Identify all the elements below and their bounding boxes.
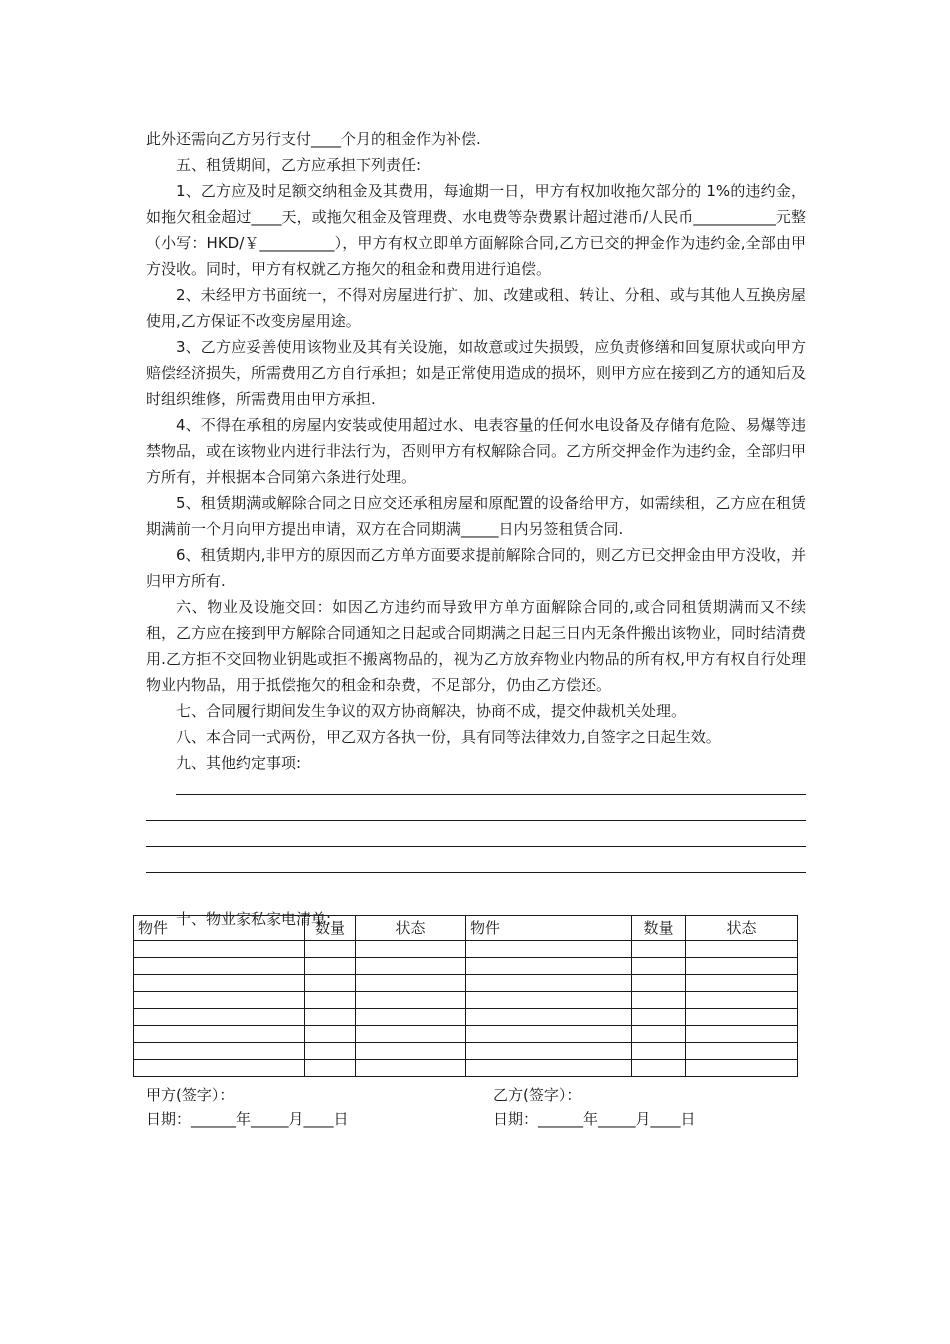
table-cell xyxy=(305,1026,356,1043)
column-header-quantity: 数量 xyxy=(632,916,686,941)
table-row xyxy=(134,1043,798,1060)
clause-5-5: 5、租赁期满或解除合同之日应交还承租房屋和原配置的设备给甲方，如需续租，乙方应在租赁期满前一个月向甲方提出申请，双方在合同期满_____日内另签租赁合同. xyxy=(146,494,806,538)
table-row xyxy=(134,1026,798,1043)
inventory-table xyxy=(133,915,798,1077)
table-cell xyxy=(305,975,356,992)
table-cell xyxy=(632,992,686,1009)
table-cell xyxy=(356,975,466,992)
table-cell xyxy=(686,1060,798,1077)
table-row xyxy=(134,1009,798,1026)
table-cell xyxy=(305,941,356,958)
paragraph-compensation: 此外还需向乙方另行支付____个月的租金作为补偿. xyxy=(146,130,481,148)
table-cell xyxy=(686,975,798,992)
section-9-heading: 九、其他约定事项: xyxy=(176,754,302,772)
table-cell xyxy=(632,1026,686,1043)
clause-5-1: 1、乙方应及时足额交纳租金及其费用，每逾期一日，甲方有权加收拖欠部分的 1%的违约金，如拖欠租金超过____天，或拖欠租金及管理费、水电费等杂费累计超过港币/人民币___________元整（小写：HKD/￥__________），甲方有权立即单方面解除合同,乙方已交的押金作为违约金,全部由甲方没收。同时，甲方有权就乙方拖欠的租金和费用进行追偿。 xyxy=(146,182,806,278)
inventory-title: 十、物业家私家电清单: xyxy=(176,910,332,928)
table-cell xyxy=(466,1009,632,1026)
table-row xyxy=(134,958,798,975)
table-cell xyxy=(134,958,305,975)
table-cell xyxy=(466,1043,632,1060)
table-cell xyxy=(134,941,305,958)
table-cell xyxy=(632,1009,686,1026)
table-cell xyxy=(632,941,686,958)
table-cell xyxy=(466,992,632,1009)
table-cell xyxy=(134,1009,305,1026)
column-header-item: 物件 xyxy=(466,916,632,941)
table-cell xyxy=(356,958,466,975)
table-cell xyxy=(305,992,356,1009)
section-5-heading: 五、租赁期间，乙方应承担下列责任: xyxy=(176,156,422,174)
blank-line xyxy=(146,854,806,880)
table-cell xyxy=(134,1060,305,1077)
table-row xyxy=(134,1060,798,1077)
table-cell xyxy=(632,1043,686,1060)
table-cell xyxy=(466,941,632,958)
blank-line xyxy=(146,776,806,802)
table-cell xyxy=(356,1009,466,1026)
table-row xyxy=(134,941,798,958)
table-cell xyxy=(305,958,356,975)
table-row xyxy=(134,975,798,992)
table-cell xyxy=(686,941,798,958)
section-6-return: 六、物业及设施交回：如因乙方违约而导致甲方单方面解除合同的,或合同租赁期满而又不续租，乙方应在接到甲方解除合同通知之日起或合同期满之日起三日内无条件搬出该物业，同时结清费用.乙方拒不交回物业钥匙或拒不搬离物品的，视为乙方放弃物业内物品的所有权,甲方有权自行处理物业内物品，用于抵偿拖欠的租金和杂费，不足部分，仍由乙方偿还。 xyxy=(146,598,807,694)
table-cell xyxy=(134,1043,305,1060)
blank-line xyxy=(146,802,806,828)
clause-5-3: 3、乙方应妥善使用该物业及其有关设施，如故意或过失损毁，应负责修缮和回复原状或向甲方赔偿经济损失，所需费用乙方自行承担；如是正常使用造成的损坏，则甲方应在接到乙方的通知后及时组织维修，所需费用由甲方承担. xyxy=(146,338,807,408)
column-header-status: 状态 xyxy=(356,916,466,941)
table-cell xyxy=(686,1009,798,1026)
column-header-quantity: 数量 xyxy=(305,916,356,941)
table-cell xyxy=(305,1009,356,1026)
table-cell xyxy=(686,992,798,1009)
table-cell xyxy=(356,1043,466,1060)
clause-5-6: 6、租赁期内,非甲方的原因而乙方单方面要求提前解除合同的，则乙方已交押金由甲方没收，并归甲方所有. xyxy=(146,546,806,590)
section-8-copies: 八、本合同一式两份，甲乙双方各执一份，具有同等法律效力,自签字之日起生效。 xyxy=(176,728,721,746)
table-row xyxy=(134,992,798,1009)
table-cell xyxy=(466,975,632,992)
section-7-dispute: 七、合同履行期间发生争议的双方协商解决，协商不成，提交仲裁机关处理。 xyxy=(176,702,687,720)
table-cell xyxy=(632,958,686,975)
party-a-signature: 甲方(签字）： xyxy=(146,1086,235,1104)
table-cell xyxy=(686,1026,798,1043)
blank-line xyxy=(146,828,806,854)
column-header-status: 状态 xyxy=(686,916,798,941)
other-terms-blank-lines xyxy=(146,776,806,880)
table-header-row xyxy=(134,916,798,941)
table-cell xyxy=(466,1060,632,1077)
table-cell xyxy=(134,992,305,1009)
party-b-date: 日期：______年_____月____日 xyxy=(493,1110,696,1128)
party-b-signature: 乙方(签字）： xyxy=(493,1086,582,1104)
party-a-date: 日期：______年_____月____日 xyxy=(146,1110,349,1128)
table-cell xyxy=(632,975,686,992)
contract-body xyxy=(146,126,806,932)
table-cell xyxy=(686,958,798,975)
table-cell xyxy=(356,941,466,958)
table-cell xyxy=(356,1026,466,1043)
table-cell xyxy=(305,1060,356,1077)
table-cell xyxy=(466,1026,632,1043)
clause-5-2: 2、未经甲方书面统一，不得对房屋进行扩、加、改建或租、转让、分租、或与其他人互换房屋使用,乙方保证不改变房屋用途。 xyxy=(146,286,806,330)
table-cell xyxy=(632,1060,686,1077)
clause-5-4: 4、不得在承租的房屋内安装或使用超过水、电表容量的任何水电设备及存储有危险、易爆等违禁物品，或在该物业内进行非法行为，否则甲方有权解除合同。乙方所交押金作为违约金，全部归甲方所有，并根据本合同第六条进行处理。 xyxy=(146,416,807,486)
table-cell xyxy=(466,958,632,975)
table-cell xyxy=(686,1043,798,1060)
table-cell xyxy=(305,1043,356,1060)
column-header-item: 物件 xyxy=(134,916,305,941)
table-cell xyxy=(356,1060,466,1077)
table-cell xyxy=(134,1026,305,1043)
table-cell xyxy=(356,992,466,1009)
table-cell xyxy=(134,975,305,992)
